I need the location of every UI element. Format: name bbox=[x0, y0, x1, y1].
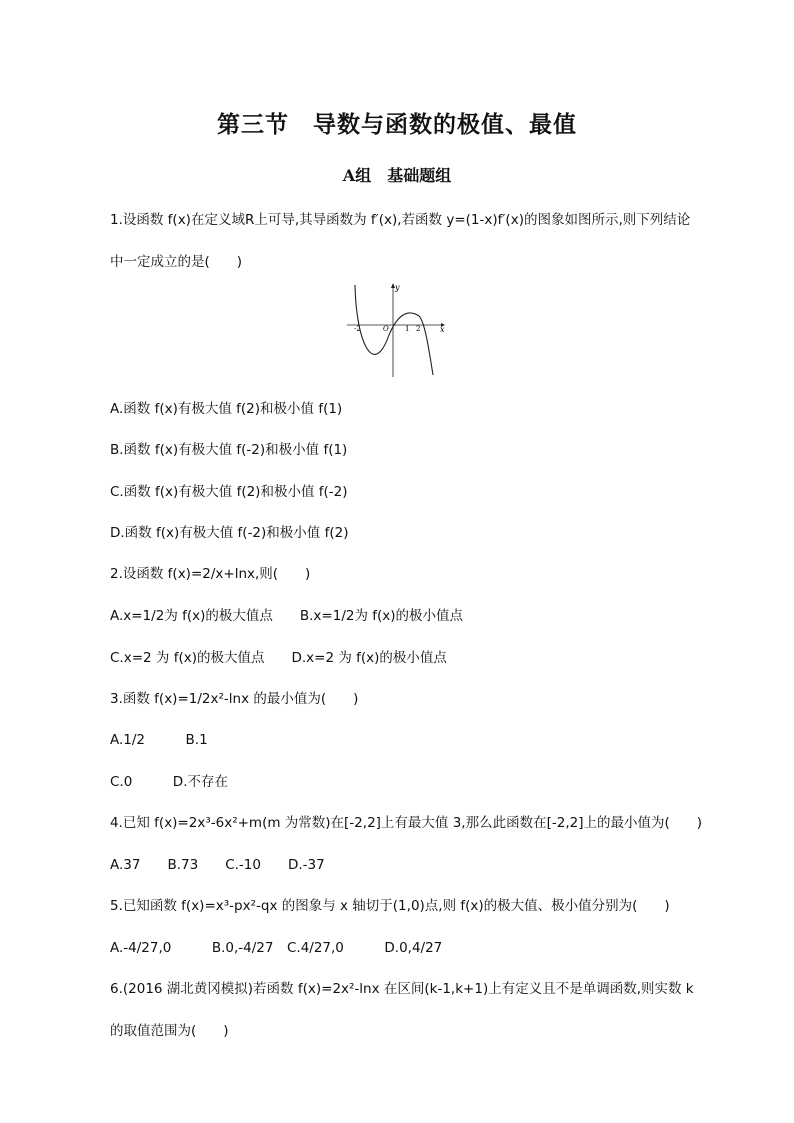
group-title: A组 基础题组 bbox=[342, 166, 452, 185]
q1-stem-line1: 1.设函数 f(x)在定义域R上可导,其导函数为 f′(x),若函数 y=(1-x)f′(x)的图象如图所示,则下列结论 bbox=[110, 212, 691, 228]
q2-stem: 2.设函数 f(x)=2/x+lnx,则( ) bbox=[110, 566, 311, 582]
q1-option-d: D.函数 f(x)有极大值 f(-2)和极小值 f(2) bbox=[110, 525, 349, 541]
q1-function-graph bbox=[345, 280, 450, 380]
q2-options-ab: A.x=1/2为 f(x)的极大值点 B.x=1/2为 f(x)的极小值点 bbox=[110, 608, 464, 624]
q5-stem: 5.已知函数 f(x)=x³-px²-qx 的图象与 x 轴切于(1,0)点,则 f(x)的极大值、极小值分别为( ) bbox=[110, 898, 670, 914]
q4-options: A.37 B.73 C.-10 D.-37 bbox=[110, 857, 325, 873]
tick-label-2: 2 bbox=[416, 325, 421, 333]
q6-stem-line2: 的取值范围为( ) bbox=[110, 1023, 229, 1039]
q5-options: A.-4/27,0 B.0,-4/27 C.4/27,0 D.0,4/27 bbox=[110, 940, 443, 956]
q1-option-a: A.函数 f(x)有极大值 f(2)和极小值 f(1) bbox=[110, 401, 343, 417]
tick-label-neg2: -2 bbox=[354, 325, 361, 333]
q1-stem-line2: 中一定成立的是( ) bbox=[110, 254, 243, 270]
q4-stem: 4.已知 f(x)=2x³-6x²+m(m 为常数)在[-2,2]上有最大值 3,那么此函数在[-2,2]上的最小值为( ) bbox=[110, 815, 703, 831]
tick-label-1: 1 bbox=[405, 325, 410, 333]
q3-options-cd: C.0 D.不存在 bbox=[110, 774, 228, 790]
q1-option-c: C.函数 f(x)有极大值 f(2)和极小值 f(-2) bbox=[110, 484, 348, 500]
q6-stem-line1: 6.(2016 湖北黄冈模拟)若函数 f(x)=2x²-lnx 在区间(k-1,k+1)上有定义且不是单调函数,则实数 k bbox=[110, 981, 694, 997]
q2-options-cd: C.x=2 为 f(x)的极大值点 D.x=2 为 f(x)的极小值点 bbox=[110, 650, 447, 666]
origin-label: O bbox=[383, 325, 389, 333]
q3-options-ab: A.1/2 B.1 bbox=[110, 732, 208, 748]
q3-stem: 3.函数 f(x)=1/2x²-lnx 的最小值为( ) bbox=[110, 691, 359, 707]
x-axis-label: x bbox=[440, 325, 445, 334]
y-axis-label: y bbox=[395, 283, 400, 292]
q1-option-b: B.函数 f(x)有极大值 f(-2)和极小值 f(1) bbox=[110, 442, 348, 458]
section-title: 第三节 导数与函数的极值、最值 bbox=[217, 111, 577, 138]
curve bbox=[355, 285, 433, 375]
